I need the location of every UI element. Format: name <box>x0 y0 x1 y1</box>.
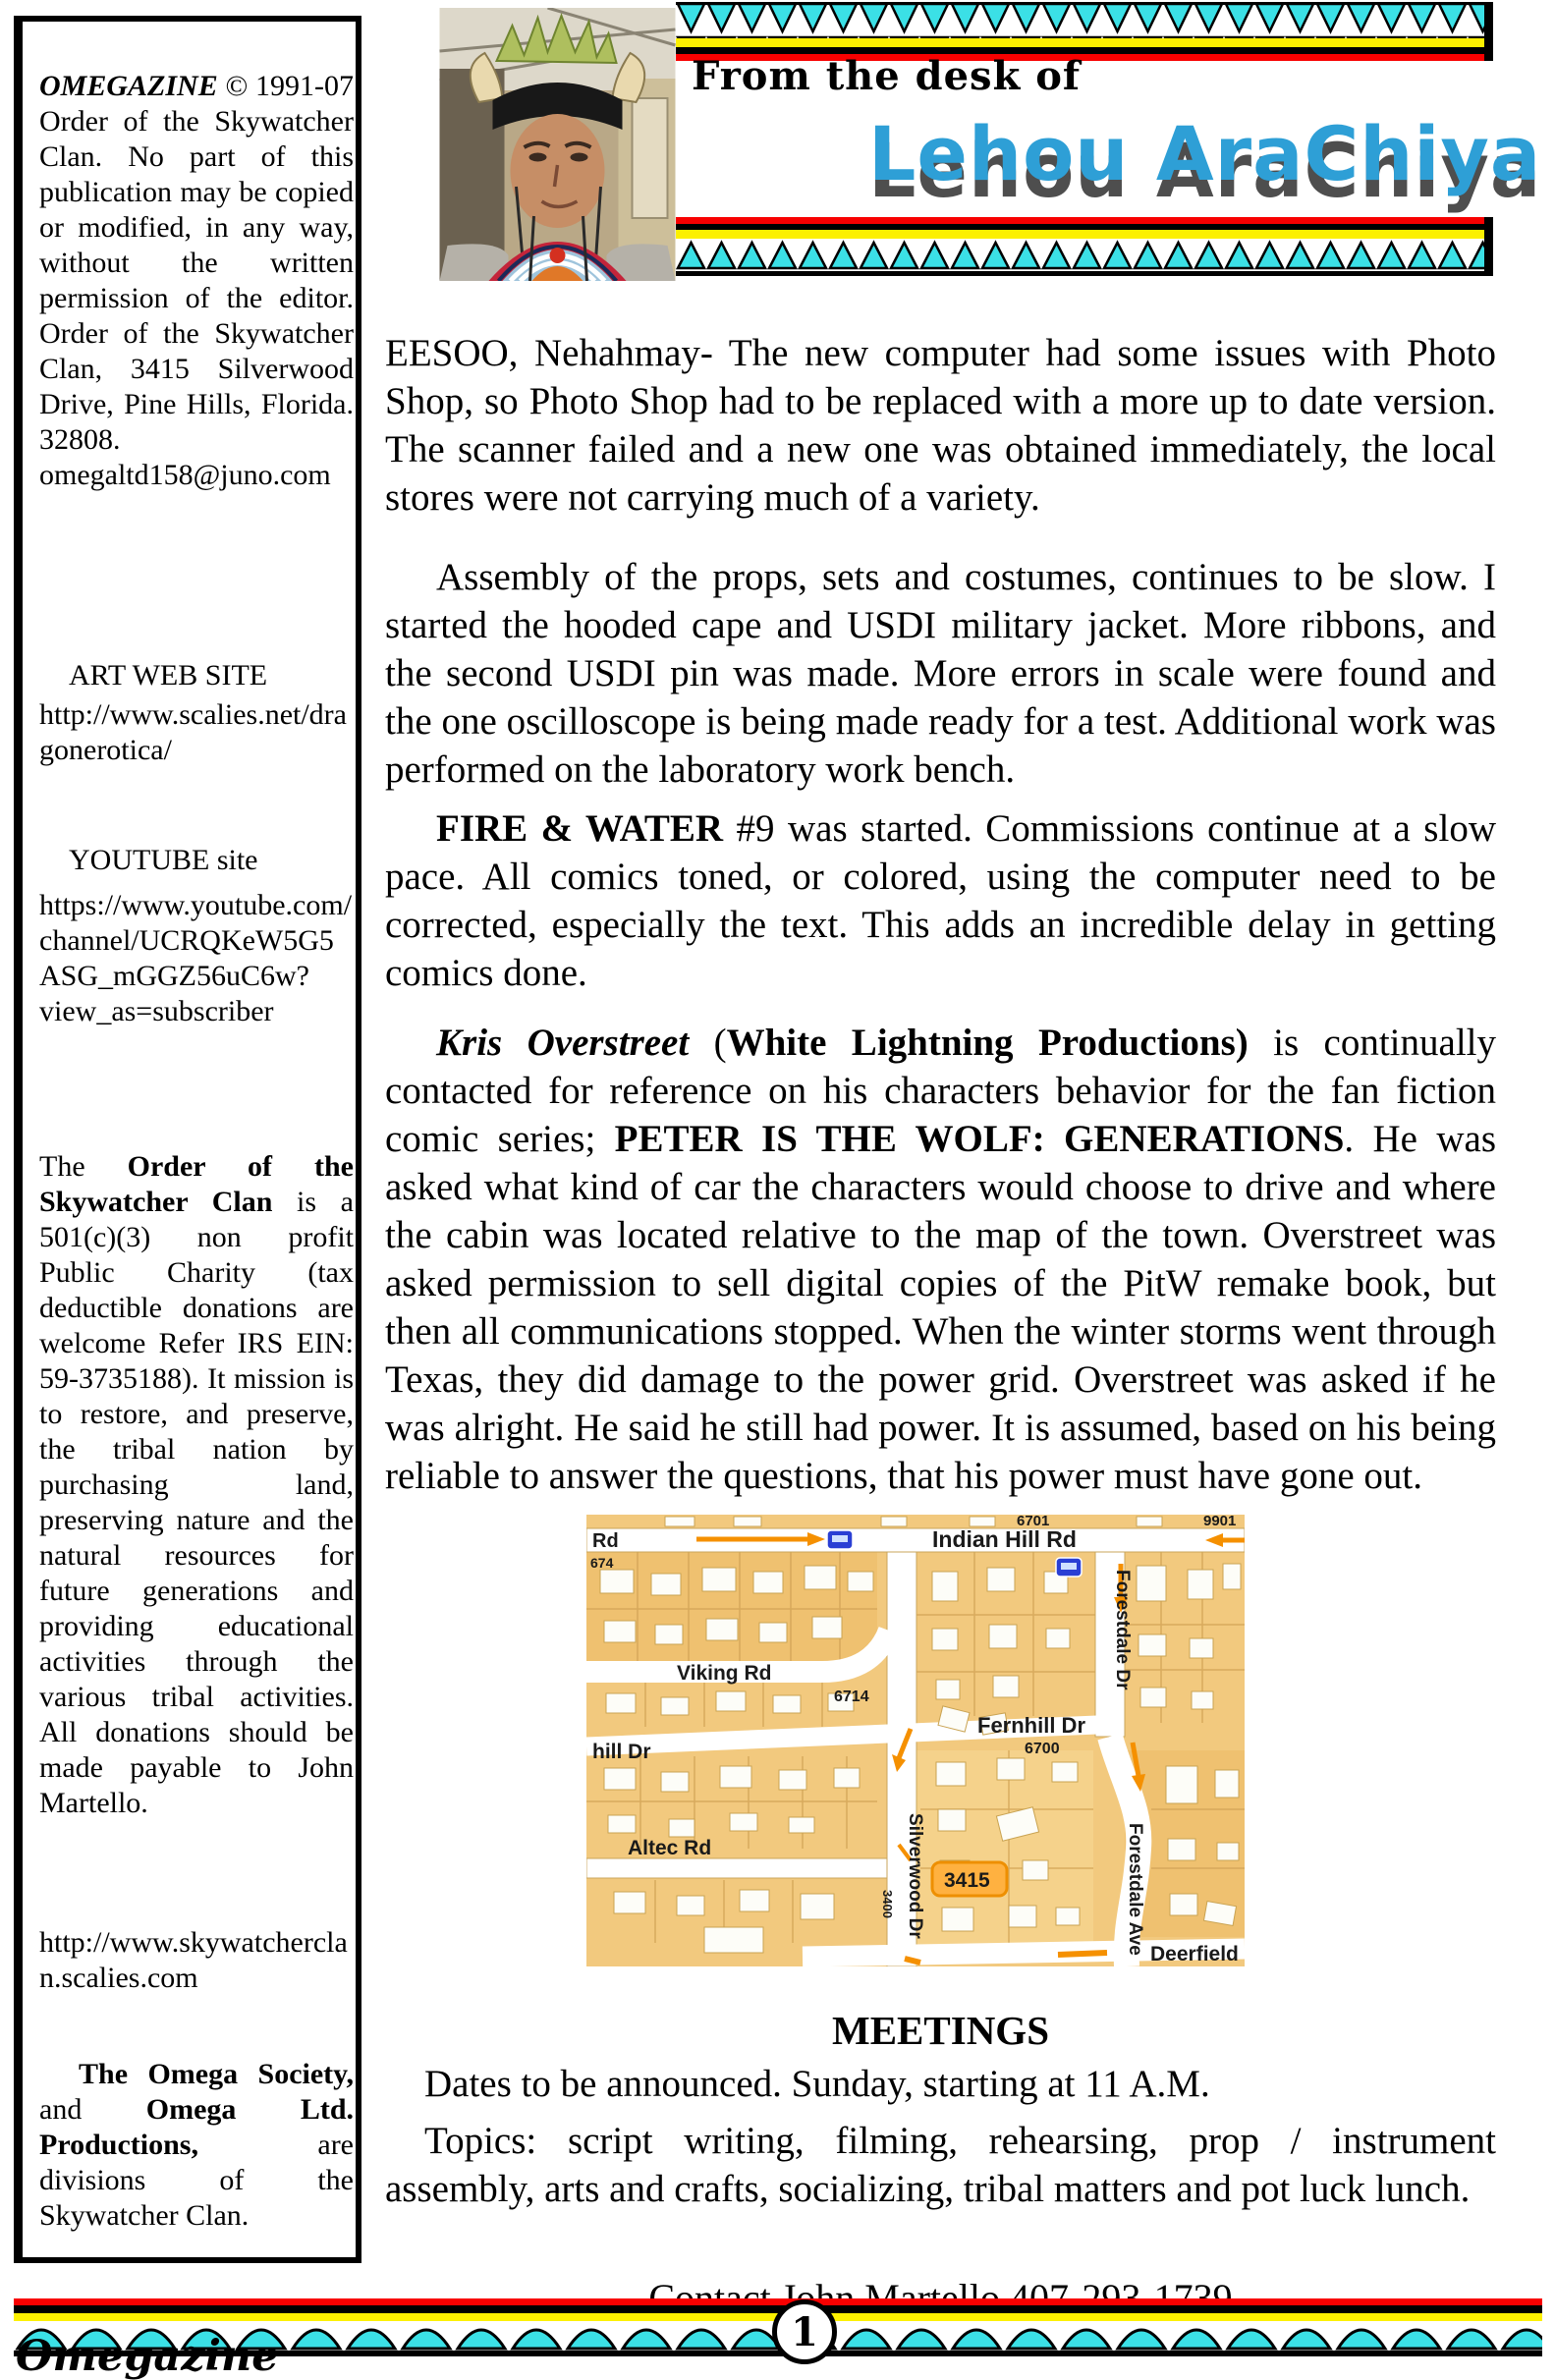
map-label-deerfield: Deerfield <box>1150 1943 1239 1965</box>
header-band-top <box>676 2 1493 61</box>
body-paragraph-1: EESOO, Nehahmay- The new computer had some issues with Photo Shop, so Photo Shop had to be replaced with a more up to date version. The scanner failed and a new one was obtained immediately, the local stores were not carrying much of a variety. <box>385 332 1496 519</box>
red-stripe <box>14 2298 1542 2305</box>
footer-logo: Omegazine <box>16 2332 279 2380</box>
yellow-stripe <box>676 38 1493 47</box>
clan-mission-paragraph: The Order of the Skywatcher Clan is a 501(c)(3) non profit Public Charity (tax deductible donations are welcome Refer IRS EIN: 59-3735188). It mission is to restore, and preserve, the tribal nation by purchasing land, preserving nature and the natural resources for future generations and providing educational activities through the various tribal activities. All donations should be made payable to John Martello. <box>39 1150 354 1819</box>
map-label-3400: 3400 <box>880 1890 895 1918</box>
magazine-title: OMEGAZINE <box>39 70 218 102</box>
map-label-3415: 3415 <box>944 1869 990 1892</box>
meeting-dates: Dates to be announced. Sunday, starting at 11 A.M. <box>424 2063 1210 2105</box>
youtube-url: https://www.youtube.com/channel/UCRQKeW5G5ASG_mGGZ56uC6w?view_as=subscriber <box>39 889 353 1027</box>
map-label-6700: 6700 <box>1025 1741 1060 1757</box>
art-web-site-url: http://www.scalies.net/dragonerotica/ <box>39 698 347 766</box>
map-label-hill-dr: hill Dr <box>592 1741 651 1763</box>
from-the-desk-label: From the desk of <box>692 53 1082 99</box>
portrait-photo <box>439 8 676 281</box>
yellow-stripe <box>676 230 1493 239</box>
address-3415-highlight <box>932 1862 1007 1896</box>
art-web-site-heading: ART WEB SITE <box>69 659 268 692</box>
red-stripe <box>676 217 1493 224</box>
body-paragraph-2: Assembly of the props, sets and costumes, continues to be slow. I started the hooded cape and USDI military jacket. More ribbons, and the second USDI pin was made. More errors in scale were found and the one oscilloscope is being made ready for a test. Additional work was performed on the laboratory work bench. <box>385 556 1496 791</box>
copyright-notice: OMEGAZINE © 1991-07 Order of the Skywatcher Clan. No part of this publication may be copied or modified, in any way, without the written permission of the editor. Order of the Skywatcher Clan, 3415 Silverwood Drive, Pine Hills, Florida. 32808. omegaltd158@juno.com <box>39 70 354 491</box>
map-label-674: 674 <box>590 1555 614 1571</box>
map-label-altec-rd: Altec Rd <box>628 1837 712 1859</box>
map-label-silverwood-dr: Silverwood Dr <box>905 1813 925 1939</box>
body-paragraph-3: FIRE & WATER #9 was started. Commissions continue at a slow pace. All comics toned, or colored, using the computer need to be corrected, especially the text. This adds an incredible delay in getting comics done. <box>385 807 1496 994</box>
neighborhood-map <box>586 1515 1245 1966</box>
body-paragraph-4: Kris Overstreet (White Lightning Productions) is continually contacted for reference on his characters behavior for the fan fiction comic series; PETER IS THE WOLF: GENERATIONS. He was asked what kind of car the characters would choose to drive and where the cabin was located relative to the map of the town. Overstreet was asked permission to sell digital copies of the PitW remake book, but then all communications stopped. When the winter storms went through Texas, they did damage to the power grid. Overstreet was asked if he was alright. He said he still had power. It is assumed, based on his being reliable to answer the questions, that his power must have gone out. <box>385 1022 1496 1497</box>
sidebar-info-box <box>14 16 361 2263</box>
map-label-6714: 6714 <box>834 1688 869 1705</box>
youtube-heading: YOUTUBE site <box>69 844 258 876</box>
triangle-row-up <box>676 239 1493 276</box>
page-number-badge: 1 <box>772 2299 837 2364</box>
editor-name: Lehou AraChiya <box>868 110 1542 197</box>
map-label-viking-rd: Viking Rd <box>677 1662 772 1685</box>
map-label-fernhill-dr: Fernhill Dr <box>977 1713 1086 1738</box>
clan-website-url: http://www.skywatcherclan.scalies.com <box>39 1926 348 1994</box>
meeting-topics: Topics: script writing, filming, rehearsing, prop / instrument assembly, arts and crafts, socializing, tribal matters and pot luck lunch. <box>385 2120 1496 2210</box>
map-label-forestdale-ave: Forestdale Ave <box>1125 1823 1145 1956</box>
map-label-rd: Rd <box>592 1530 619 1552</box>
header-band-bottom <box>676 217 1493 276</box>
bus-icon <box>827 1530 853 1549</box>
band-end-cap <box>1484 217 1493 276</box>
bus-icon <box>1056 1558 1082 1577</box>
map-label-9901: 9901 <box>1203 1515 1237 1529</box>
map-label-indian-hill-rd: Indian Hill Rd <box>932 1526 1077 1552</box>
triangle-row-down <box>676 2 1493 38</box>
omega-divisions-paragraph: The Omega Society, and Omega Ltd. Productions, are divisions of the Skywatcher Clan. <box>39 2058 354 2232</box>
meetings-heading: MEETINGS <box>832 2008 1049 2053</box>
band-end-cap <box>1484 2 1493 61</box>
map-label-6701: 6701 <box>1017 1515 1050 1529</box>
map-label-forestdale-dr: Forestdale Dr <box>1112 1570 1133 1690</box>
